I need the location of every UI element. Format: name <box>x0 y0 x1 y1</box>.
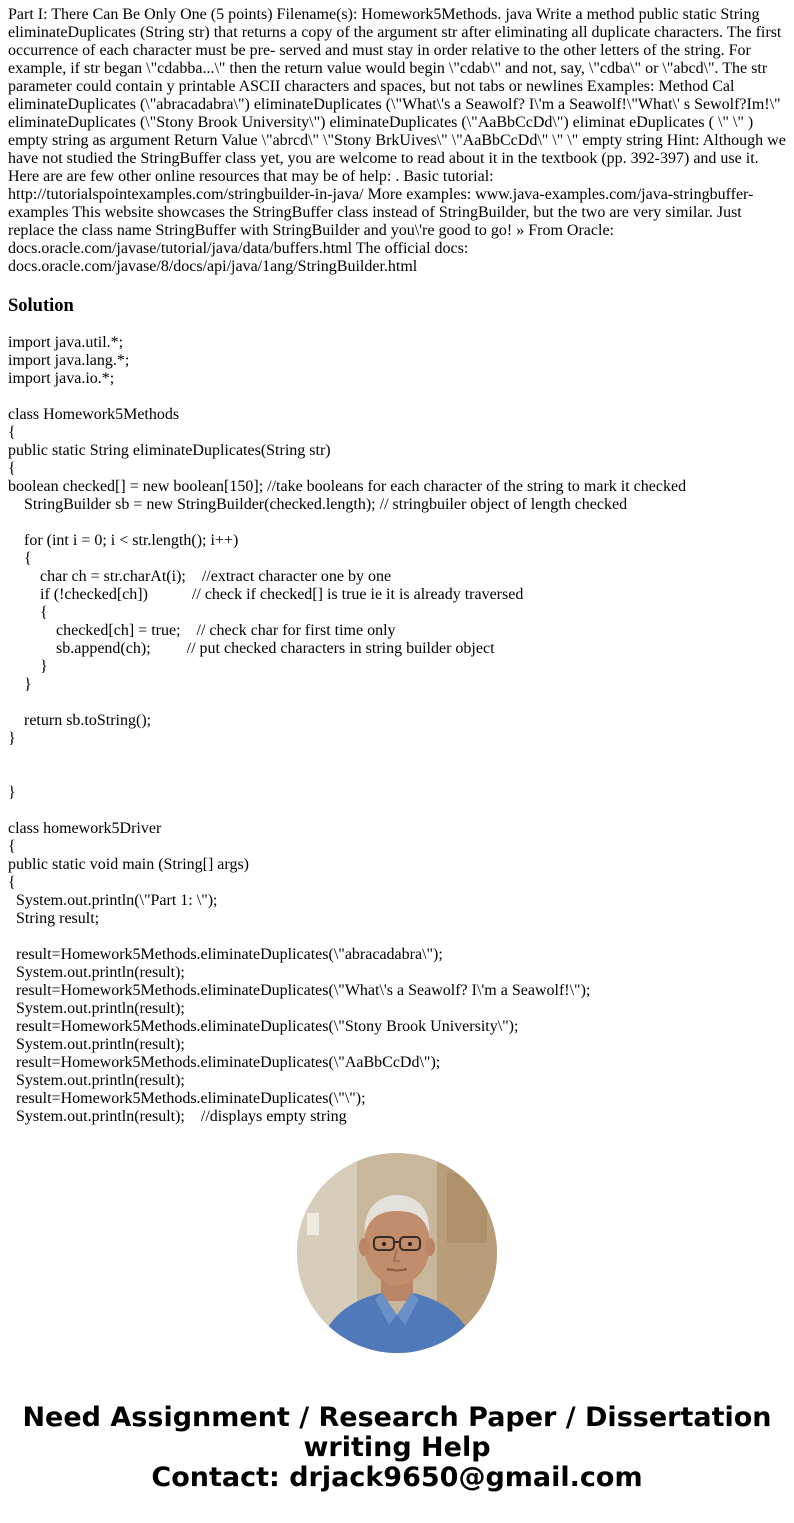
footer-line-1: Need Assignment / Research Paper / Dissertation <box>22 1402 772 1433</box>
footer-contact-email[interactable]: Contact: drjack9650@gmail.com <box>151 1462 643 1493</box>
solution-code: import java.util.*; import java.lang.*; import java.io.*; class Homework5Methods { public static String eliminateDuplicates(String str) { boolean checked[] = new boolean[150]; //take booleans for each character of the string to mark it checked StringBuilder sb = new StringBuilder(checked.length); // stringbuiler object of length checked for (int i = 0; i < str.length(); i++) { char ch = str.charAt(i); //extract character one by one if (!checked[ch]) // check if checked[] is true ie it is already traversed { checked[ch] = true; // check char for first time only sb.append(ch); // put checked characters in string builder object } } return sb.toString(); } } class homework5Driver { public static void main (String[] args) { System.out.println(\"Part 1: \"); String result; result=Homework5Methods.eliminateDuplicates(\"abracadabra\"); System.out.println(result); result=Homework5Methods.eliminateDuplicates(\"What\'s a Seawolf? I\'m a Seawolf!\"); System.out.println(result); result=Homework5Methods.eliminateDuplicates(\"Stony Brook University\"); System.out.println(result); result=Homework5Methods.eliminateDuplicates(\"AaBbCcDd\"); System.out.println(result); result=Homework5Methods.eliminateDuplicates(\"\"); System.out.println(result); //displays empty string <box>8 334 687 1125</box>
solution-heading: Solution <box>8 296 74 316</box>
question-text: Part I: There Can Be Only One (5 points) Filename(s): Homework5Methods. java Write a method public static String eliminateDuplicates (String str) that returns a copy of the argument str after eliminating all duplicate characters. The first occurrence of each character must be pre- served and must stay in order relative to the other letters of the string. For example, if str began \"cdabba...\" then the return value would begin \"cdab\" and not, say, \"cdba\" or \"abcd\". The str parameter could contain y printable ASCII characters and spaces, but not tabs or newlines Examples: Method Cal eliminateDuplicates (\"abracadabra\") eliminateDuplicates (\"What\'s a Seawolf? I\'m a Seawolf!\"What\' s Sewolf?Im!\" eliminateDuplicates (\"Stony Brook University\") eliminateDuplicates (\"AaBbCcDd\") eliminat eDuplicates ( \" \" ) empty string as argument Return Value \"abrcd\" \"Stony BrkUives\" \"AaBbCcDd\" \" \" empty string Hint: Although we have not studied the StringBuffer class yet, you are welcome to read about it in the textbook (pp. 392-397) and use it. Here are are few other online resources that may be of help: . Basic tutorial: http://tutorialspointexamples.com/stringbuilder-in-java/ More examples: www.java-examples.com/java-stringbuffer-examples This website showcases the StringBuffer class instead of StringBuilder, but the two are very similar. Just replace the class name StringBuffer with StringBuilder and you\'re good to go! » From Oracle: docs.oracle.com/javase/tutorial/java/data/buffers.html The official docs: docs.oracle.com/javase/8/docs/api/java/1ang/StringBuilder.html <box>8 6 786 275</box>
contact-banner <box>0 1403 794 1493</box>
document-body <box>8 6 788 1126</box>
author-portrait-image <box>297 1153 497 1353</box>
author-photo <box>297 1153 497 1353</box>
footer-line-2: writing Help <box>303 1432 491 1463</box>
